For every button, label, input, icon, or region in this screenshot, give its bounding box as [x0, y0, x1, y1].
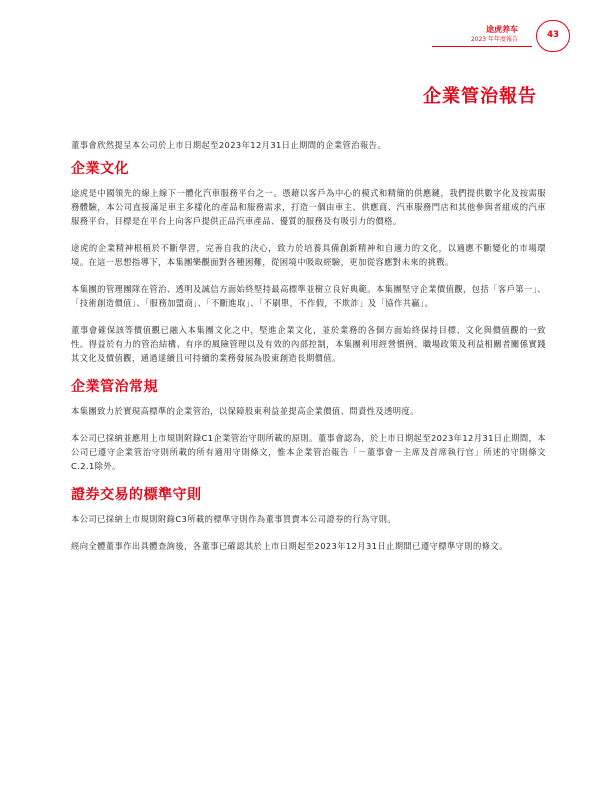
page-number-badge: 43 [536, 20, 570, 52]
report-body [71, 138, 546, 566]
report-label: 2023 年年度報告 [470, 36, 518, 43]
model-code-paragraph: 本公司已採納上市規則附錄C3所載的標準守則作為董事買賣本公司證券的行為守則。 [71, 514, 396, 524]
governance-paragraph: 本集團致力於實現高標準的企業管治，以保障股東利益並提高企業價值、問責性及透明度。 [71, 406, 419, 416]
culture-paragraph: 本集團的管理團隊在管治、透明及誠信方面始終堅持最高標準並樹立良好典範。本集團堅守企業價值觀，包括「客戶第一」、「技術創造價值」、「服務加盟商」、「不斷進取」、「不刷單，不作假，不欺詐」及「協作共贏」。 [71, 284, 546, 308]
brand-block [471, 25, 518, 44]
header-divider [432, 46, 532, 47]
intro-paragraph: 董事會欣然提呈本公司於上市日期起至2023年12月31日止期間的企業管治報告。 [71, 140, 387, 150]
section-heading-corporate-culture: 企業文化 [71, 161, 129, 177]
model-code-paragraph: 經向全體董事作出具體查詢後，各董事已確認其於上市日期起至2023年12月31日止期間已遵守標準守則的條文。 [71, 541, 508, 551]
culture-paragraph: 董事會確保該等價值觀已融入本集團文化之中，堅進企業文化，並於業務的各個方面始終保持目標、文化與價值觀的一致性。得益於有力的管治結構、有序的風險管理以及有效的內部控制，本集團利用經營慣例、職場政策及利益相關者關係實踐其文化及價值觀，通過達續且可持續的業務發展為股東創造長期價值。 [71, 325, 546, 363]
culture-paragraph: 途虎的企業精神根植於不斷學習，完善自我的決心，致力於培養具備創新精神和自適力的文化，以適應不斷變化的市場環境。在這一思想指導下，本集團樂觀面對各種困難，從困境中吸取經驗，更加從容應對未來的挑戰。 [71, 243, 546, 267]
section-heading-governance-practices: 企業管治常規 [71, 379, 158, 395]
governance-paragraph: 本公司已採納並應用上市規則附錄C1企業管治守則所載的原則。董事會認為，於上市日期起至2023年12月31日止期間，本公司已遵守企業管治守則所載的所有適用守則條文，惟本企業管治報告「－董事會－主席及首席執行官」所述的守則條文C.2.1除外。 [71, 433, 546, 471]
brand-name: 途虎养车 [486, 25, 518, 34]
page-title: 企業管治報告 [423, 86, 537, 107]
culture-paragraph: 途虎是中國領先的線上線下一體化汽車服務平台之一。憑藉以客戶為中心的模式和精簡的供應鏈，我們提供數字化及按需服務體驗，本公司直接滿足車主多樣化的產品和服務需求，打造一個由車主、供應商、汽車服務門店和其他參與者組成的汽車服務平台，目標是在平台上向客戶提供正品汽車產品、優質的服務及有吸引力的價格。 [71, 188, 546, 226]
section-heading-model-code: 證券交易的標準守則 [71, 487, 202, 503]
